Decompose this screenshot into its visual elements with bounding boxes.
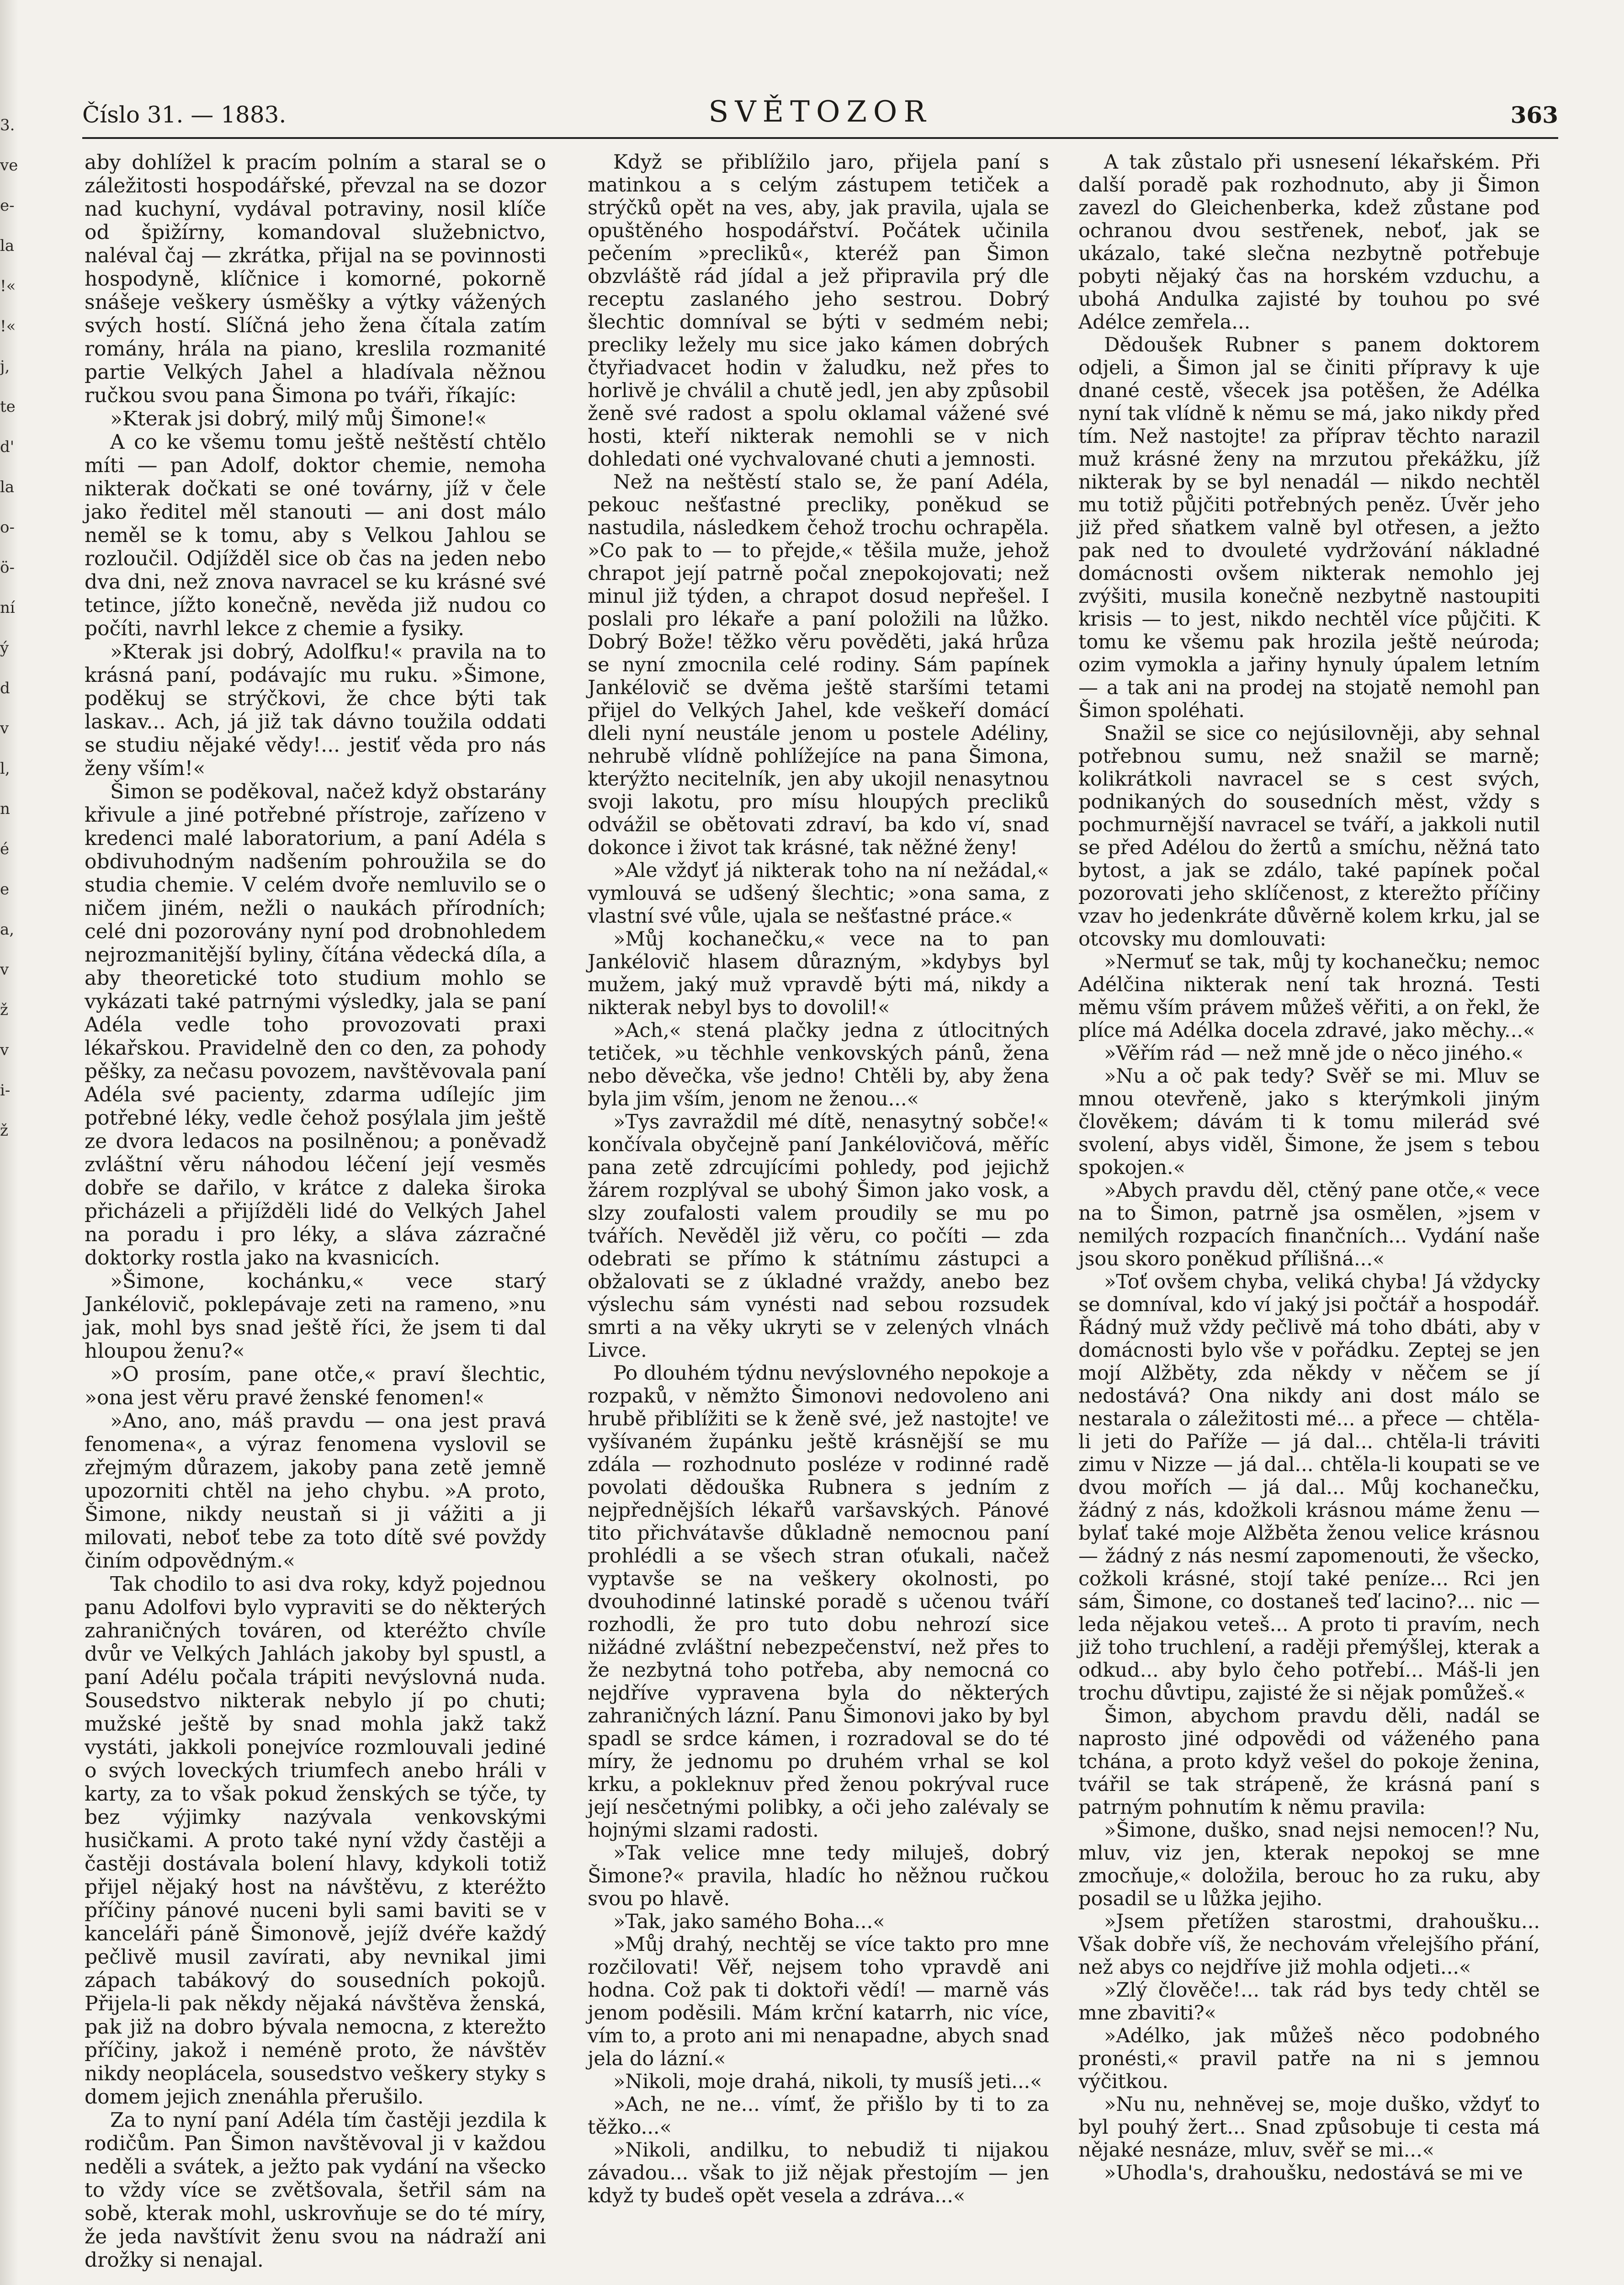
paragraph: »Šimone, kochánku,« vece starý Jankélovič, poklepávaje zeti na rameno, »nu jak, mohl bys snad ještě říci, že jsem ti dal hloupou ženu?«: [85, 1270, 546, 1363]
paragraph: Šimon se poděkoval, načež když obstarány křivule a jiné potřebné přístroje, zařízeno v kredenci malé laboratorium, a paní Adéla s obdivuhodným nadšením pohroužila se do studia chemie. V celém dvoře nemluvilo se o ničem jiném, nežli o naukách přírodních; celé dni pozorovány nyní pod drobnohledem nejrozmanitější byliny, čítána vědecká díla, a aby theoretické toto studium mohlo se vykázati také patrnými výsledky, jala se paní Adéla vedle toho provozovati praxi lékařskou. Pravidelně den co den, za pohody pěšky, za nečasu povozem, navštěvovala paní Adéla své pacienty, zdarma udílejíc jim potřebné léky, vedle čehož posýlala jim ještě ze dvora ledacos na posilněnou; a poněvadž zvláštní věru náhodou léčení její vesměs dobře se dařilo, v krátce z daleka široka přicházeli a přijížděli lidé do Velkých Jahel na poradu i pro léky, a sláva zázračné doktorky rostla jako na kvasnicích.: [85, 780, 546, 1270]
margin-fragment: ý: [0, 639, 9, 657]
header-rule: [82, 137, 1558, 139]
margin-fragment: ž: [0, 1001, 8, 1019]
paragraph: »Abych pravdu děl, ctěný pane otče,« vece na to Šimon, patrně jsa osmělen, »jsem v nemilých rozpacích finančních... Vydání naše jsou skoro poněkud přílišná...«: [1078, 1179, 1540, 1270]
paragraph: »Zlý člověče!... tak rád bys tedy chtěl se mne zbaviti?«: [1078, 1979, 1540, 2025]
margin-fragment: n: [0, 800, 10, 818]
margin-fragment: e-: [0, 197, 15, 215]
paragraph: »Tys zavraždil mé dítě, nenasytný sobče!« končívala obyčejně paní Jankélovičová, měříc pana zetě zdrcujícími pohledy, pod jejichž žárem rozplýval se ubohý Šimon jako vosk, a slzy zoufalosti valem proudily se mu po tvářích. Nevěděl již věru, co počíti — zda odebrati se přímo k státnímu zástupci a obžalovati se z úkladné vraždy, anebo bez výslechu sám vynésti nad sebou rozsudek smrti a na věky ukryti se v zelených vlnách Livce.: [588, 1111, 1049, 1362]
paragraph: »Kterak jsi dobrý, Adolfku!« pravila na to krásná paní, podávajíc mu ruku. »Šimone, poděkuj se strýčkovi, že chce býti tak laskav... Ach, já již tak dávno toužila oddati se studiu nějaké vědy!... jestiť věda pro nás ženy vším!«: [85, 640, 546, 780]
paragraph: »Šimone, duško, snad nejsi nemocen!? Nu, mluv, viz jen, kterak nepokoj se mne zmocňuje,« doložila, berouc ho za ruku, aby posadil se u lůžka jejiho.: [1078, 1819, 1540, 1910]
paragraph: »Můj kochanečku,« vece na to pan Jankélovič hlasem důrazným, »kdybys byl mužem, jaký muž vpravdě býti má, nikdy a nikterak nebyl bys to dovolil!«: [588, 928, 1049, 1019]
paragraph: »Můj drahý, nechtěj se více takto pro mne rozčilovati! Věř, nejsem toho vpravdě ani hodna. Což pak ti doktoři vědí! — marně vás jenom poděsili. Mám krční katarrh, nic více, vím to, a proto ani mi nenapadne, abych snad jela do lázní.«: [588, 1933, 1049, 2070]
margin-fragment: ní: [0, 599, 15, 617]
margin-fragment: i-: [0, 1081, 11, 1100]
paragraph: A co ke všemu tomu ještě neštěstí chtělo míti — pan Adolf, doktor chemie, nemoha nikterak dočkati se oné továrny, jíž v čele jako ředitel měl stanouti — ani dost málo neměl se k tomu, aby s Velkou Jahlou se rozloučil. Odjížděl sice ob čas na jeden nebo dva dni, než znova navracel se ku krásné své tetince, jížto konečně, nevěda již nudou co počíti, navrhl lekce z chemie a fysiky.: [85, 430, 546, 640]
issue-number: Číslo 31. — 1883.: [82, 101, 287, 128]
margin-fragment: 3.: [0, 116, 15, 134]
paragraph: »Jsem přetížen starostmi, drahoušku... Však dobře víš, že nechovám vřelejšího přání, než abys co nejdříve již mohla odjeti...«: [1078, 1910, 1540, 1979]
paragraph: »Nu nu, nehněvej se, moje duško, vždyť to byl pouhý žert... Snad způsobuje ti cesta má nějaké nesnáze, mluv, svěř se mi...«: [1078, 2093, 1540, 2162]
margin-fragment: ve: [0, 156, 18, 175]
paragraph: »Nermuť se tak, můj ty kochanečku; nemoc Adélčina nikterak není tak hrozná. Testi měmu vším právem můžeš věřiti, a on řekl, že plíce má Adélka docela zdravé, jako měchy...«: [1078, 951, 1540, 1042]
adjacent-page-fragments: [0, 105, 27, 1151]
paragraph: Za to nyní paní Adéla tím častěji jezdila k rodičům. Pan Šimon navštěvoval ji v každou neděli a svátek, a ježto pak vydání na všecko to vždy více se zvětšovala, šetřil sám na sobě, kterak mohl, uskrovňuje se do té míry, že jeda navštívit ženu svou na nádraží ani drožky si nenajal.: [85, 2109, 546, 2272]
paragraph: Dědoušek Rubner s panem doktorem odjeli, a Šimon jal se činiti přípravy k uje dnané cestě, všecek jsa potěšen, že Adélka nyní tak vlídně k němu se má, jako nikdy před tím. Než nastojte! za příprav těchto narazil muž krásné ženy na mrzutou překážku, jíž nikterak by se byl nenadál — nikdo nechtěl mu totiž půjčiti potřebných peněz. Úvěr jeho již před sňatkem valně byl otřesen, a ježto pak ned to dvouleté vydržování nákladné domácnosti ovšem nikterak nemohlo jej zvýšiti, musila konečně nezbytně nastoupiti krisis — to jest, nikdo nechtěl více půjčiti. K tomu ke všemu pak hrozila ještě neúroda; ozim vymokla a jařiny hynuly úpalem letním — a tak ani na prodej na stojatě nemohl pan Šimon spoléhati.: [1078, 334, 1540, 722]
margin-fragment: v: [0, 961, 9, 979]
margin-fragment: te: [0, 398, 16, 416]
paragraph: Snažil se sice co nejúsilovněji, aby sehnal potřebnou sumu, než snažil se marně; kolikrátkoli navracel se s cest svých, podnikaných do sousedních měst, vždy s pochmurnější navracel se tváří, a jakkoli nutil se před Adélou do žertů a smíchu, něžná tato bytost, a jak se zdálo, také papínek počal pozorovati jeho sklíčenost, z kterežto příčiny vzav ho jedenkráte důvěrně kolem krku, jal se otcovsky mu domlouvati:: [1078, 722, 1540, 951]
margin-fragment: d': [0, 438, 15, 456]
paragraph: »Tak velice mne tedy miluješ, dobrý Šimone?« pravila, hladíc ho něžnou ručkou svou po hlavě.: [588, 1842, 1049, 1910]
paragraph: Tak chodilo to asi dva roky, když pojednou panu Adolfovi bylo vypraviti se do některých zahraničných továren, od kteréžto chvíle dvůr ve Velkých Jahlách jakoby byl spustl, a paní Adélu počala trápiti nevýslovná nuda. Sousedstvo nikterak nebylo jí po chuti; mužské ještě by snad mohla jakž takž vystáti, jakkoli ponejvíce rozmlouvali jediné o svých loveckých triumfech anebo hráli v karty, za to však pokud ženských se týče, ty bez výjimky nazývala venkovskými husičkami. A proto také nyní vždy častěji a častěji dostávala bolení hlavy, kdykoli totiž přijel nějaký host na návštěvu, z kteréžto příčiny pánové nuceni byli sami baviti se v kanceláři páně Šimonově, jejíž dvéře každý pečlivě musil zavírati, aby nevnikal jimi zápach tabákový do sousedních pokojů. Přijela-li pak někdy nějaká návštěva ženská, pak již na dobro bývala nemocna, z kterežto příčiny, jakož i neméně proto, že návštěv nikdy neoplácela, sousedstvo veškery styky s domem jejich znenáhla přerušilo.: [85, 1573, 546, 2109]
paragraph: Po dlouhém týdnu nevýslovného nepokoje a rozpaků, v němžto Šimonovi nedovoleno ani hrubě přiblížiti se k ženě své, jež nastojte! ve vyšívaném župánku ještě krásnější se mu zdála — rozhodnuto posléze v rodinné radě povolati dědouška Rubnera s jedním z nejpřednějších lékařů varšavských. Pánové tito přichvátavše důkladně nemocnou paní prohlédli a se všech stran oťukali, načež vyptavše se na veškery okolnosti, po dvouhodinné latinské poradě s učenou tváří rozhodli, že pro tuto dobu nehrozí sice nižádné zvláštní nebezpečenství, než přes to že nezbytná toho potřeba, aby nemocná co nejdříve vypravena byla do některých zahraničných lázní. Panu Šimonovi jako by byl spadl se srdce kámen, i rozradoval se do té míry, že jednomu po druhém vrhal se kol krku, a pokleknuv před ženou pokrýval ruce její nesčetnými polibky, a oči jeho zalévaly se hojnými slzami radosti.: [588, 1362, 1049, 1842]
margin-fragment: o-: [0, 518, 15, 537]
margin-fragment: é: [0, 840, 10, 858]
paragraph: »Ano, ano, máš pravdu — ona jest pravá fenomena«, a výraz fenomena vyslovil se zřejmým důrazem, jakoby pana zetě jemně upozorniti chtěl na jeho chybu. »A proto, Šimone, nikdy neustaň si ji vážiti a ji milovati, neboť tebe za toto dítě své povždy činím odpovědným.«: [85, 1409, 546, 1573]
margin-fragment: v: [0, 1041, 9, 1059]
margin-fragment: l,: [0, 760, 10, 778]
margin-fragment: e: [0, 880, 10, 898]
paragraph: »Uhodla's, drahoušku, nedostává se mi ve: [1104, 2162, 1523, 2184]
paragraph: »Ach,« stená plačky jedna z útlocitných tetiček, »u těchhle venkovských pánů, žena nebo děvečka, vše jedno! Chtěli by, aby žena byla jim vším, jenom ne ženou...«: [588, 1019, 1049, 1111]
paragraph: »Věřím rád — než mně jde o něco jiného.«: [1104, 1042, 1524, 1065]
margin-fragment: a,: [0, 920, 15, 939]
margin-fragment: la: [0, 478, 15, 496]
paragraph: »O prosím, pane otče,« praví šlechtic, »ona jest věru pravé ženské fenomen!«: [85, 1363, 546, 1409]
text-column-3: [1078, 151, 1540, 2184]
margin-fragment: d: [0, 679, 10, 697]
paragraph: »Adélko, jak můžeš něco podobného pronésti,« pravil patře na ni s jemnou výčitkou.: [1078, 2025, 1540, 2093]
magazine-title: SVĚTOZOR: [708, 95, 932, 129]
paragraph: »Nikoli, andilku, to nebudiž ti nijakou závadou... však to již nějak přestojím — jen když ty budeš opět vesela a zdráva...«: [588, 2139, 1049, 2207]
paragraph: A tak zůstalo při usnesení lékařském. Při další poradě pak rozhodnuto, aby ji Šimon zavezl do Gleichenberka, kdež zůstane pod ochranou dvou sestřenek, neboť, jak se ukázalo, také slečna nezbytně potřebuje pobyti nějaký čas na horském vzduchu, a ubohá Andulka zajisté by touhou po své Adélce zemřela...: [1078, 151, 1540, 334]
margin-fragment: !«: [0, 277, 16, 295]
margin-fragment: la: [0, 237, 15, 255]
page-header: [82, 91, 1558, 133]
paragraph: aby dohlížel k pracím polním a staral se o záležitosti hospodářské, převzal na se dozor nad kuchyní, vydával potraviny, nosil klíče od špižírny, komandoval služebnictvo, naléval čaj — zkrátka, přijal na se povinnosti hospodyně, klíčnice i komorné, pokorně snášeje veškery úsměšky a výtky vážených svých hostí. Slíčná jeho žena čítala zatím romány, hrála na piano, kreslila rozmanité partie Velkých Jahel a hladívala něžnou ručkou svou pana Šimona po tváři, říkajíc:: [85, 151, 546, 407]
paragraph: »Ale vždyť já nikterak toho na ní nežádal,« vymlouvá se udšený šlechtic; »ona sama, z vlastní své vůle, ujala se nešťastné práce.«: [588, 859, 1049, 928]
margin-fragment: v: [0, 719, 9, 738]
margin-fragment: j,: [0, 357, 10, 376]
margin-fragment: !«: [0, 317, 16, 335]
paragraph: »Toť ovšem chyba, veliká chyba! Já vždycky se domníval, kdo ví jaký jsi počtář a hospodář. Řádný muž vždy pečlivě má toho dbáti, aby v domácnosti bylo vše v pořádku. Zeptej se jen mojí Alžběty, zda někdy v něčem se jí nedostává? Ona nikdy ani dost málo se nestarala o záležitosti mé... a přece — chtěla-li jeti do Paříže — já dal... chtěla-li tráviti zimu v Nizze — já dal... chtěla-li koupati se ve dvou mořích — já dal... Můj kochanečku, žádný z nás, kdožkoli krásnou máme ženu — bylať také moje Alžběta ženou velice krásnou — žádný z nás nesmí zapomenouti, že všecko, cožkoli krásné, stojí také peníze... Rci jen sám, Šimone, co dostaneš teď lacino?... nic — leda nějakou veteš... A proto ti pravím, nech již toho truchlení, a raději přemýšlej, kterak a odkud... aby bylo čeho potřebí... Máš-li jen trochu důvtipu, zajisté že si nějak pomůžeš.«: [1078, 1270, 1540, 1705]
margin-fragment: ö-: [0, 558, 15, 577]
margin-fragment: ž: [0, 1121, 8, 1140]
text-column-2: [588, 151, 1049, 2207]
paragraph: Než na neštěstí stalo se, že paní Adéla, pekouc nešťastné precliky, poněkud se nastudila, následkem čehož trochu ochrapěla. »Co pak to — to přejde,« těšila muže, jehož chrapot její patrně počal znepokojovati; než minul již týden, a chrapot dosud nepřešel. I poslali pro lékaře a paní položili na lůžko. Dobrý Bože! těžko věru pověděti, jaká hrůza se nyní zmocnila celé rodiny. Sám papínek Jankélovič se dvěma ještě staršími tetami přijel do Velkých Jahel, kde veškeří domácí dleli nyní neustále jenom u postele Adéliny, nehrubě vlídně pohlížejíce na pana Šimona, kterýžto necitelník, jen aby ukojil nenasytnou svoji lakotu, pro mísu hloupých precliků odvážil se obětovati zdraví, ba kdo ví, snad dokonce i život tak krásné, tak něžné ženy!: [588, 471, 1049, 859]
paragraph: »Tak, jako samého Boha...«: [613, 1910, 885, 1933]
paragraph: »Nu a oč pak tedy? Svěř se mi. Mluv se mnou otevřeně, jako s kterýmkoli jiným člověkem; dávám ti k tomu milerád své svolení, abys viděl, Šimone, že jsem s tebou spokojen.«: [1078, 1065, 1540, 1179]
paragraph: »Kterak jsi dobrý, milý můj Šimone!«: [110, 407, 487, 430]
page-number: 363: [1510, 101, 1558, 128]
paragraph: Šimon, abychom pravdu děli, nadál se naprosto jiné odpovědi od váženého pana tchána, a proto když vešel do pokoje ženina, tvářil se tak strápeně, že krásná paní s patrným pohnutím k němu pravila:: [1078, 1705, 1540, 1819]
paragraph: Když se přiblížilo jaro, přijela paní s matinkou a s celým zástupem tetiček a strýčků opět na ves, aby, jak pravila, ujala se opuštěného hospodářství. Počátek učinila pečením »precliků«, kteréž pan Šimon obzvláště rád jídal a jež připravila prý dle receptu zaslaného jeho sestrou. Dobrý šlechtic domníval se býti v sedmém nebi; precliky ležely mu sice jako kámen dobrých čtyřiadvacet hodin v žaludku, než přes to horlivě je chválil a chutě jedl, jen aby způsobil ženě své radost a spolu oklamal vážené své hosti, kteří nikterak nemohli se v nich dohledati oné vychvalované chuti a jemnosti.: [588, 151, 1049, 471]
paragraph: »Ach, ne ne... vímť, že přišlo by ti to za těžko...«: [588, 2093, 1049, 2139]
text-column-1: [85, 151, 546, 2272]
paragraph: »Nikoli, moje drahá, nikoli, ty musíš jeti...«: [613, 2070, 1042, 2093]
